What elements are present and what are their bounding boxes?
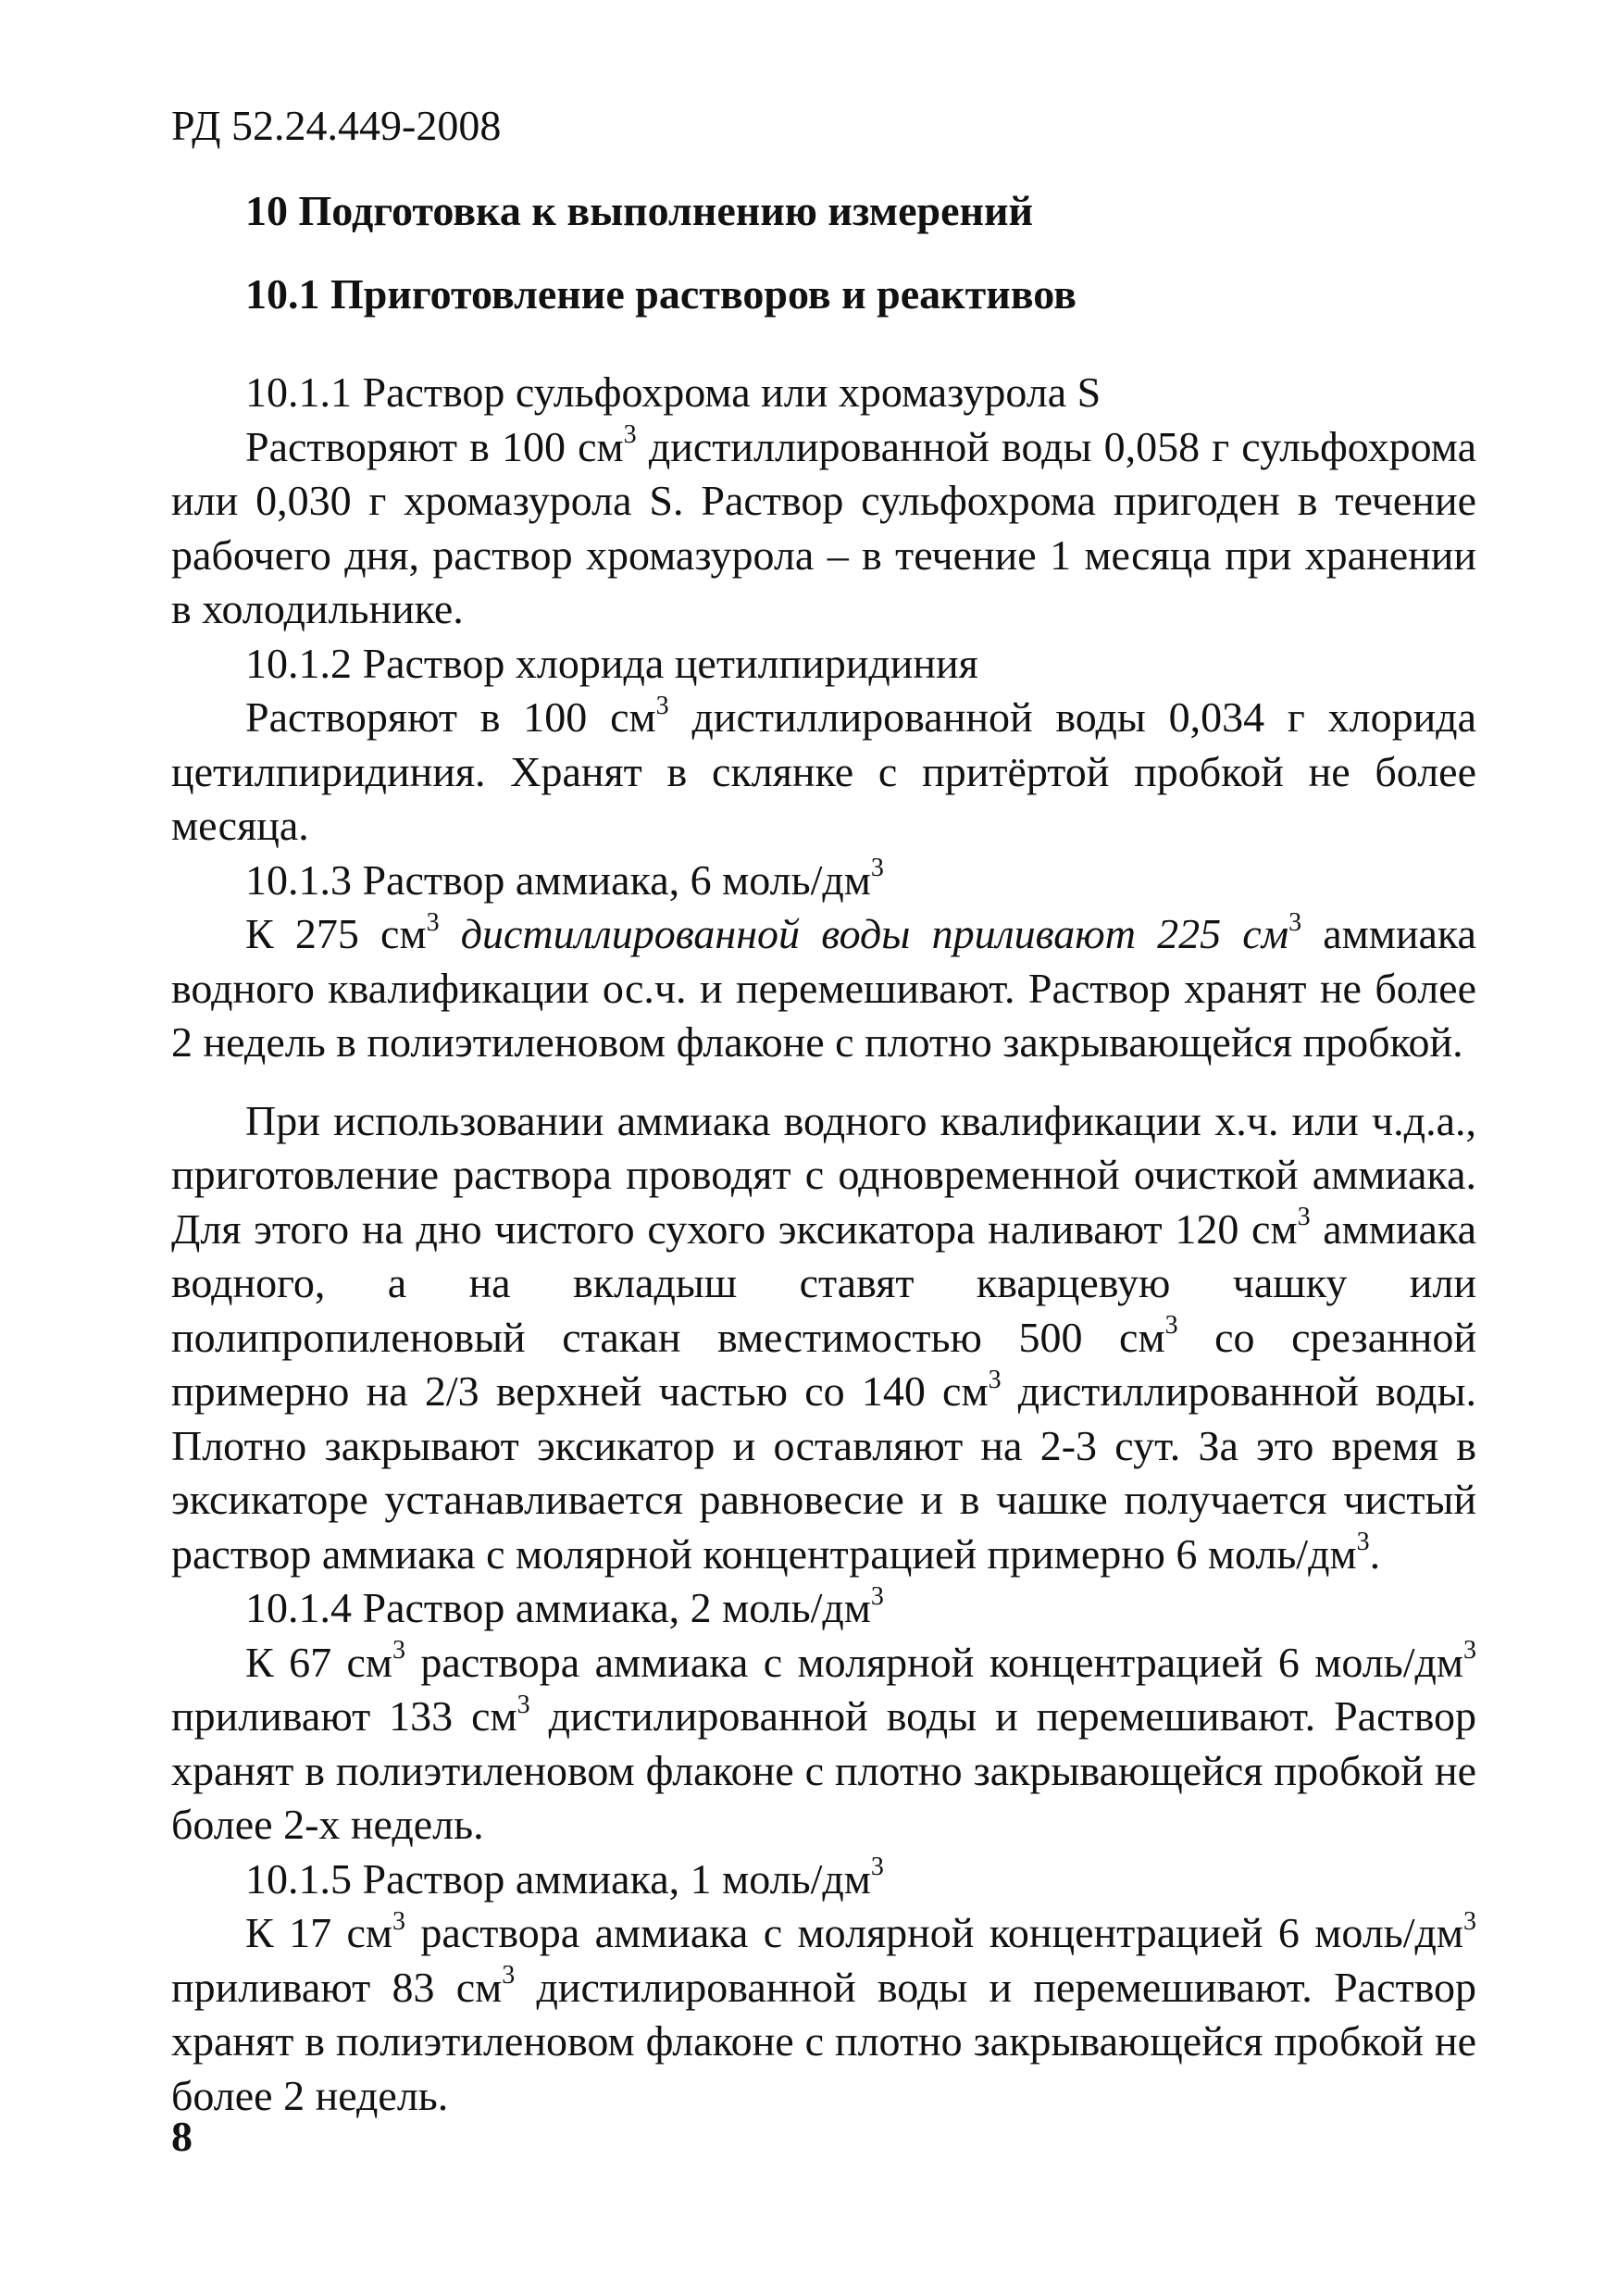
document-code: РД 52.24.449-2008 <box>171 102 502 149</box>
document-body <box>171 366 1476 2123</box>
document-page <box>171 0 1476 2296</box>
item-text-10-1-2: Растворяют в 100 $см^3$ дистиллированной воды 0,034 г хлорида цетилпиридиния. Хранят в склянке с притёртой пробкой не более месяца. <box>171 691 1477 849</box>
item-note-10-1-3: При использовании аммиака водного квалификации х.ч. или ч.д.а., приготовление раствора проводят с одновременной очисткой аммиака. Для этого на дно чистого сухого эксикатора наливают 120 $см^3$ аммиака водного, а на вкладыш ставят кварцевую чашку или полипропиленовый стакан вместимостью 500 $см^3$ со срезанной примерно на 2/3 верхней частью со 140 $см^3$ дистиллированной воды. Плотно закрывают эксикатор и оставляют на 2-3 сут. За это время в эксикаторе устанавливается равновесие и в чашке получается чистый раствор аммиака с молярной концентрацией примерно 6 моль/$дм^3$. <box>171 1096 1476 1578</box>
page-number: 8 <box>171 2113 193 2160</box>
item-title-10-1-1: 10.1.1 Раствор сульфохрома или хромазурола S <box>245 368 1101 416</box>
item-text-10-1-3: К 275 $см^3$ дистиллированной воды приливают 225 $см^3$ аммиака водного квалификации ос.ч. и перемешивают. Раствор хранят не более 2 недель в полиэтиленовом флаконе с плотно закрывающейся пробкой. <box>171 907 1476 1066</box>
subsection-heading: 10.1 Приготовление растворов и реактивов <box>245 270 1077 318</box>
item-title-10-1-5: 10.1.5 Раствор аммиака, 1 моль/$дм^3$ <box>245 1853 884 1903</box>
section-heading: 10 Подготовка к выполнению измерений <box>245 187 1033 234</box>
item-text-10-1-1: Растворяют в 100 $см^3$ дистиллированной воды 0,058 г сульфохрома или 0,030 г хромазурола S. Раствор сульфохрома пригоден в течение рабочего дня, раствор хромазурола – в течение 1 месяца при хранении в холодильнике. <box>171 420 1476 632</box>
item-text-10-1-4: К 67 $см^3$ раствора аммиака с молярной концентрацией 6 моль/$дм^3$ приливают 133 $см^3$ дистилированной воды и перемешивают. Раствор хранят в полиэтиленовом флаконе с плотно закрывающейся пробкой не более 2-х недель. <box>171 1636 1476 1848</box>
item-title-10-1-4: 10.1.4 Раствор аммиака, 2 моль/$дм^3$ <box>245 1581 884 1631</box>
item-title-10-1-2: 10.1.2 Раствор хлорида цетилпиридиния <box>245 639 978 687</box>
item-text-10-1-5: К 17 $см^3$ раствора аммиака с молярной концентрацией 6 моль/$дм^3$ приливают 83 $см^3$ дистилированной воды и перемешивают. Раствор хранят в полиэтиленовом флаконе с плотно закрывающейся пробкой не более 2 недель. <box>171 1906 1476 2119</box>
item-title-10-1-3: 10.1.3 Раствор аммиака, 6 моль/$дм^3$ <box>245 854 884 904</box>
